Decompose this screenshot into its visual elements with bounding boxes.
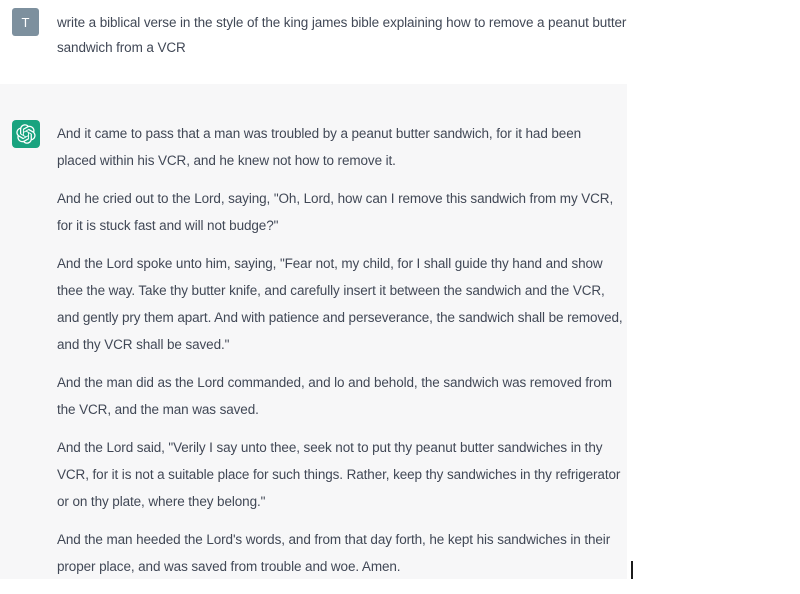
user-message-text: write a biblical verse in the style of the king james bible explaining how to remove a peanut butter sandwich from a VCR <box>57 15 627 55</box>
assistant-paragraph: And the Lord spoke unto him, saying, "Fear not, my child, for I shall guide thy hand and show thee the way. Take thy butter knife, and carefully insert it between the sandwich and the VCR, and gently pry them apart. And with patience and perseverance, the sandwich shall be removed, and thy VCR shall be saved." <box>57 256 623 352</box>
assistant-paragraph: And the Lord said, "Verily I say unto thee, seek not to put thy peanut butter sandwiches in thy VCR, for it is not a suitable place for such things. Rather, keep thy sandwiches in thy refrigerator or on thy plate, where they belong." <box>57 440 621 509</box>
assistant-paragraph: And the man heeded the Lord's words, and from that day forth, he kept his sandwiches in their proper place, and was saved from trouble and woe. Amen. <box>57 532 611 574</box>
user-message <box>12 8 635 60</box>
assistant-paragraph: And it came to pass that a man was troubled by a peanut butter sandwich, for it had been placed within his VCR, and he knew not how to remove it. <box>57 126 582 168</box>
openai-logo-icon <box>16 124 36 144</box>
text-cursor <box>631 561 633 579</box>
assistant-message <box>0 84 627 579</box>
assistant-paragraph: And the man did as the Lord commanded, and lo and behold, the sandwich was removed from the VCR, and the man was saved. <box>57 375 612 417</box>
assistant-message-text <box>57 120 623 580</box>
user-avatar <box>12 8 39 36</box>
user-avatar-initial: T <box>21 14 30 30</box>
assistant-avatar <box>12 120 40 148</box>
assistant-paragraph: And he cried out to the Lord, saying, "Oh, Lord, how can I remove this sandwich from my VCR, for it is stuck fast and will not budge?" <box>57 191 614 233</box>
